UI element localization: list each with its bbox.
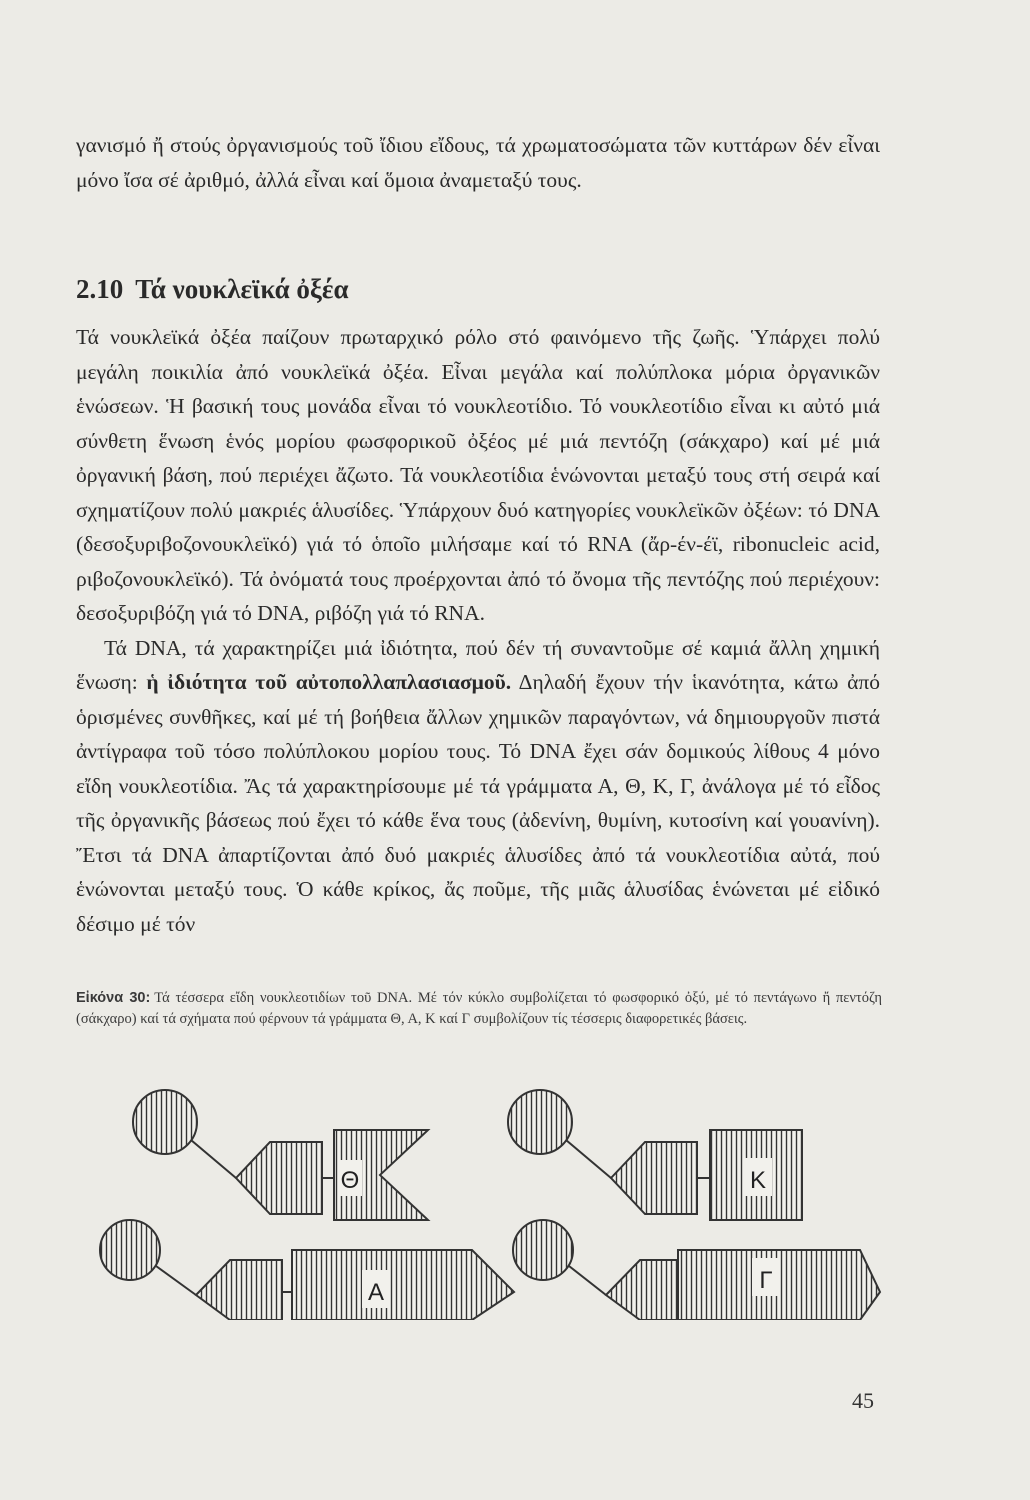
phosphate-circle [133,1090,197,1154]
pentose-pentagon [236,1142,322,1214]
nucleotide-thymine [133,1090,428,1220]
base-letter: Γ [759,1267,773,1294]
caption-text: Τά τέσσερα εἴδη νουκλεοτιδίων τοῦ DNA. Μέ τόν κύκλο συμβολίζεται τό φωσφορικό ὀξύ, μέ τό πεντάγωνο ἤ πεντόζη (σάκχαρο) καί τά σχήματα πού φέρνουν τά γράμματα Θ, Α, Κ καί Γ συμβολίζουν τίς τέσσερις διαφορετικές βάσεις. [76,990,883,1027]
paragraph-2-rest: Δηλαδή ἔχουν τήν ἱκανότητα, κάτω ἀπό ὁρισμένες συνθῆκες, καί μέ τή βοήθεια ἄλλων χημικῶν παραγόντων, νά δημιουργοῦν πιστά ἀντίγραφα τοῦ τόσο πολύπλοκου μορίου τους. Τό DNA ἔχει σάν δομικούς λίθους 4 μόνο εἴδη νουκλεοτίδια. Ἄς τά χαρακτηρίσουμε μέ τά γράμματα Α, Θ, Κ, Γ, ἀνάλογα μέ τό εἶδος τῆς ὀργανικῆς βάσεως πού ἔχει τό κάθε ἕνα τους (ἀδενίνη, θυμίνη, κυτοσίνη καί γουανίνη). Ἔτσι τά DNA ἀπαρτίζονται ἀπό δυό μακριές ἁλυσίδες ἀπό τά νουκλεοτίδια αὐτά, πού ἑνώνονται μεταξύ τους. Ὁ κάθε κρίκος, ἄς ποῦμε, τῆς μιᾶς ἁλυσίδας ἑνώνεται μέ εἰδικό δέσιμο μέ τόν [76,670,880,936]
base-shape-adenine [292,1250,514,1320]
paragraph-2-start: Τά DNA, τά χαρακτηρίζει μιά ἰδιότητα, πού δέν τή συναντοῦμε σέ καμιά ἄλλη χημική ἕνωση: [76,635,880,694]
paragraph-1: Τά νουκλεϊκά ὀξέα παίζουν πρωταρχικό ρόλο στό φαινόμενο τῆς ζωῆς. Ὑπάρχει πολύ μεγάλη ποικιλία ἀπό νουκλεϊκά ὀξέα. Εἶναι μεγάλα καί πολύπλοκα μόρια ὀργανικῶν ἑνώσεων. Ἡ βασική τους μονάδα εἶναι τό νουκλεοτίδιο. Τό νουκλεοτίδιο εἶναι κι αὐτό μιά σύνθετη ἕνωση ἑνός μορίου φωσφορικοῦ ὀξέος μέ μιά πεντόζη (σάκχαρο) καί μέ μιά ὀργανική βάση, πού περιέχει ἄζωτο. Τά νουκλεοτίδια ἑνώνονται μεταξύ τους στή σειρά καί σχηματίζουν πολύ μακριές ἁλυσίδες. Ὑπάρχουν δυό κατηγορίες νουκλεϊκῶν ὀξέων: τό DNA (δεσοξυριβοζονουκλεϊκό) γιά τό ὁποῖο μιλήσαμε καί τό RNA (ἄρ-έν-έϊ, ribonucleic acid, ριβοζονουκλεϊκό). Τά ὀνόματά τους προέρχονται ἀπό τό ὄνομα τῆς πεντόζης πού περιέχουν: δεσοξυριβόζη γιά τό DNA, ριβόζη γιά τό RNA. [76,325,880,625]
bond-line [191,1140,236,1178]
section-heading [76,274,349,305]
phosphate-circle [513,1220,573,1280]
nucleotide-guanine [513,1220,880,1320]
nucleotide-adenine [100,1220,514,1320]
nucleotide-diagram [90,1070,910,1320]
section-title: Τά νουκλεϊκά ὀξέα [135,274,349,304]
nucleotide-cytosine [508,1090,802,1220]
base-letter: Α [367,1279,385,1306]
paragraph-2 [76,631,880,942]
intro-paragraph [76,128,880,197]
page-number: 45 [852,1388,874,1413]
phosphate-circle [100,1220,160,1280]
pentose-pentagon [611,1142,697,1214]
base-letter: Θ [340,1167,360,1194]
paragraph-2-emphasis: ἡ ἰδιότητα τοῦ αὐτοπολλαπλασιασμοῦ. [146,670,512,694]
bond-line [566,1140,611,1178]
intro-text: γανισμό ἤ στούς ὀργανισμούς τοῦ ἴδιου εἴδους, τά χρωματοσώματα τῶν κυττάρων δέν εἶναι μόνο ἴσα σέ ἀριθμό, ἀλλά εἶναι καί ὅμοια ἀναμεταξύ τους. [76,133,880,192]
phosphate-circle [508,1090,572,1154]
bond-line [156,1266,196,1295]
caption-label: Εἰκόνα 30: [76,990,151,1006]
base-letter: Κ [749,1167,767,1194]
bond-line [569,1266,606,1295]
figure-caption [76,988,882,1030]
pentose-pentagon [196,1260,282,1320]
section-body [76,320,880,941]
section-number: 2.10 [76,274,124,304]
